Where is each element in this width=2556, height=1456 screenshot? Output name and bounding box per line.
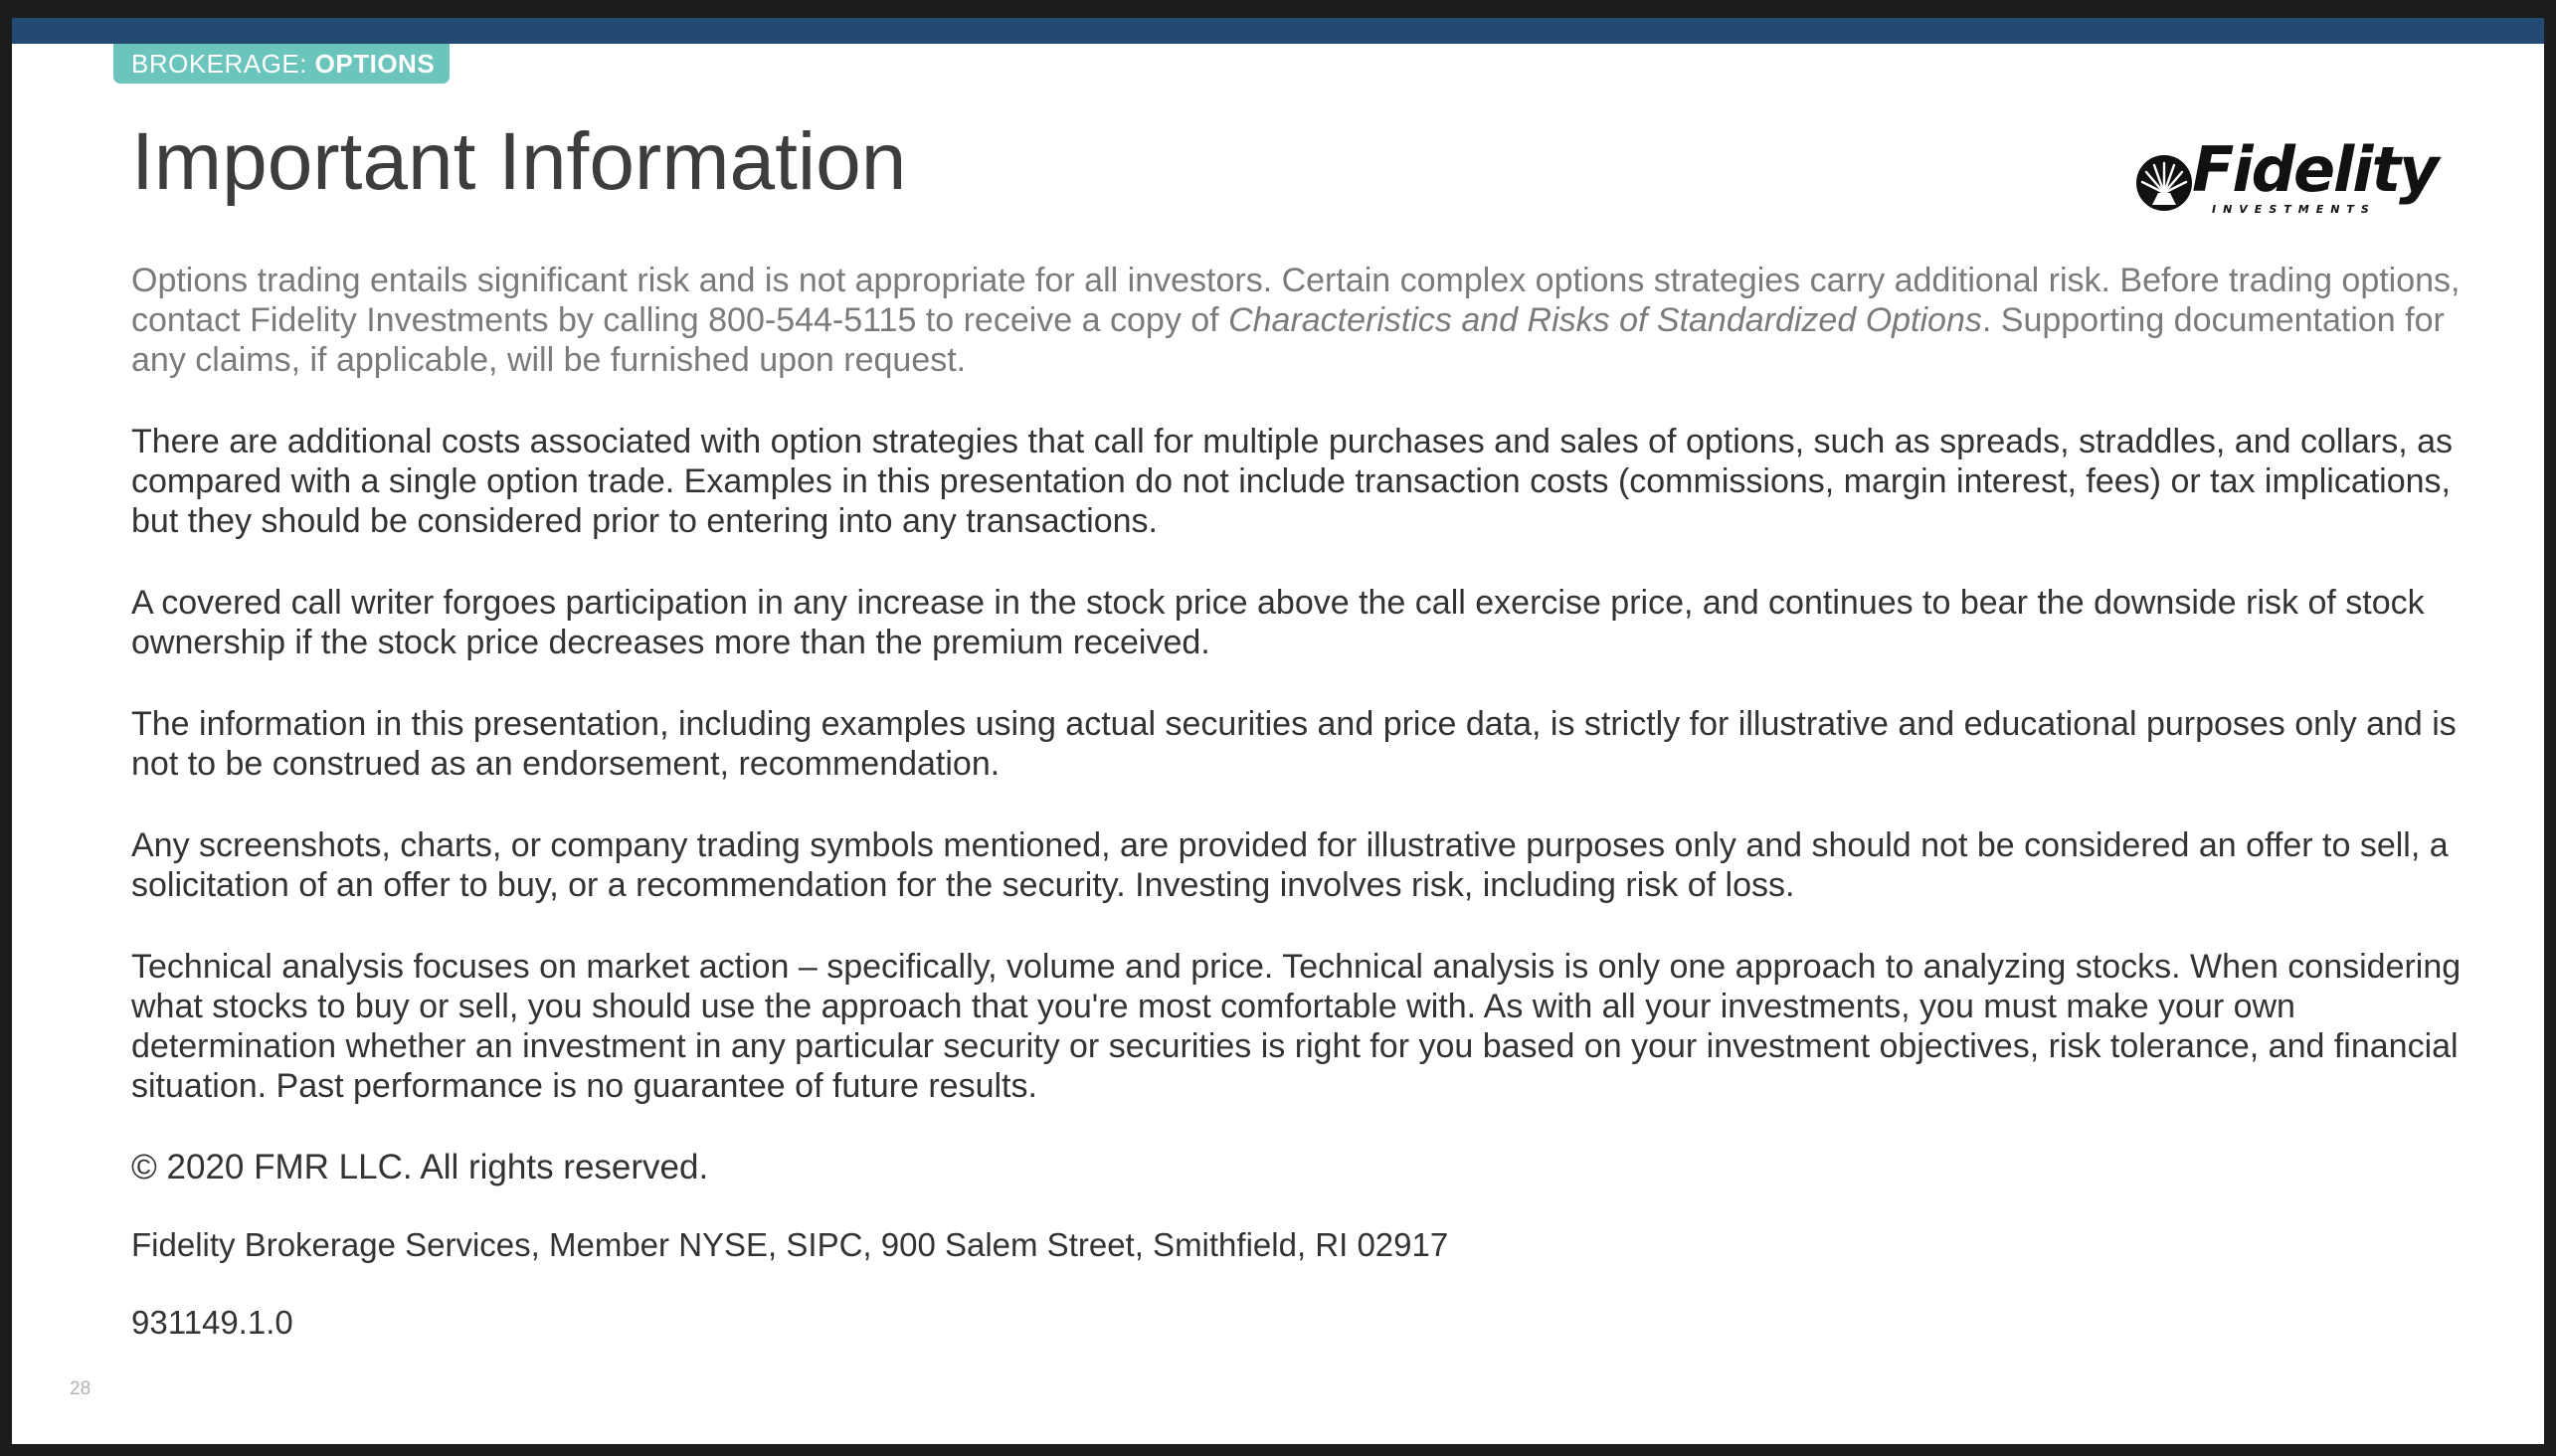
paragraph-options-risk-part1: Options trading entails significant risk and is not appropriate for all investors. Certain complex options strategies carry additional risk. Before trading options, contact Fidelity Investments by calling 800-544-5115 to receive a copy of: [131, 262, 2461, 339]
document-code: 931149.1.0: [131, 1304, 293, 1341]
paragraph-options-risk: [131, 261, 2478, 380]
logo-wordmark: Fidelity: [2192, 133, 2438, 206]
paragraph-covered-call: A covered call writer forgoes participation in any increase in the stock price above the call exercise price, and continues to bear the downside risk of stock ownership if the stock price decreases more than the premium received.: [131, 584, 2425, 661]
paragraph-additional-costs: There are additional costs associated with option strategies that call for multiple purchases and sales of options, such as spreads, straddles, and collars, as compared with a single option trade. Examples in this presentation do not include transaction costs (commissions, margin interest, fees) or tax implications, but they should be considered prior to entering into any transactions.: [131, 423, 2454, 540]
page-title: Important Information: [131, 116, 907, 207]
fidelity-logo-icon: [2134, 153, 2194, 213]
broker-address: Fidelity Brokerage Services, Member NYSE, SIPC, 900 Salem Street, Smithfield, RI 02917: [131, 1226, 1449, 1263]
logo-subtitle: INVESTMENTS: [2212, 203, 2376, 216]
paragraph-technical-analysis: Technical analysis focuses on market action – specifically, volume and price. Technical analysis is only one approach to analyzing stocks. When considering what stocks to buy or sell, you should use the approach that you're most comfortable with. As with all your investments, you must make your own determination whether an investment in any particular security or securities is right for you based on your investment objectives, risk tolerance, and financial situation. Past performance is no guarantee of future results.: [131, 948, 2462, 1105]
slide: [12, 18, 2544, 1444]
paragraph-screenshots: Any screenshots, charts, or company trading symbols mentioned, are provided for illustrative purposes only and should not be considered an offer to sell, a solicitation of an offer to buy, or a recommendation for the security. Investing involves risk, including risk of loss.: [131, 826, 2449, 904]
disclosure-text: [131, 261, 2478, 1384]
page-number: 28: [70, 1378, 91, 1399]
fidelity-logo: [2134, 133, 2438, 223]
top-bar: [12, 18, 2544, 44]
section-tag-prefix: BROKERAGE:: [131, 49, 315, 79]
copyright: © 2020 FMR LLC. All rights reserved.: [131, 1148, 709, 1186]
paragraph-options-risk-part2: . Supporting documentation for any claims, if applicable, will be furnished upon request.: [131, 301, 2445, 379]
section-tag: [113, 44, 450, 84]
document-title-italic: Characteristics and Risks of Standardized Options: [1228, 301, 1982, 339]
section-tag-name: OPTIONS: [314, 49, 436, 79]
paragraph-educational: The information in this presentation, including examples using actual securities and price data, is strictly for illustrative and educational purposes only and is not to be construed as an endorsement, recommendation.: [131, 705, 2457, 783]
